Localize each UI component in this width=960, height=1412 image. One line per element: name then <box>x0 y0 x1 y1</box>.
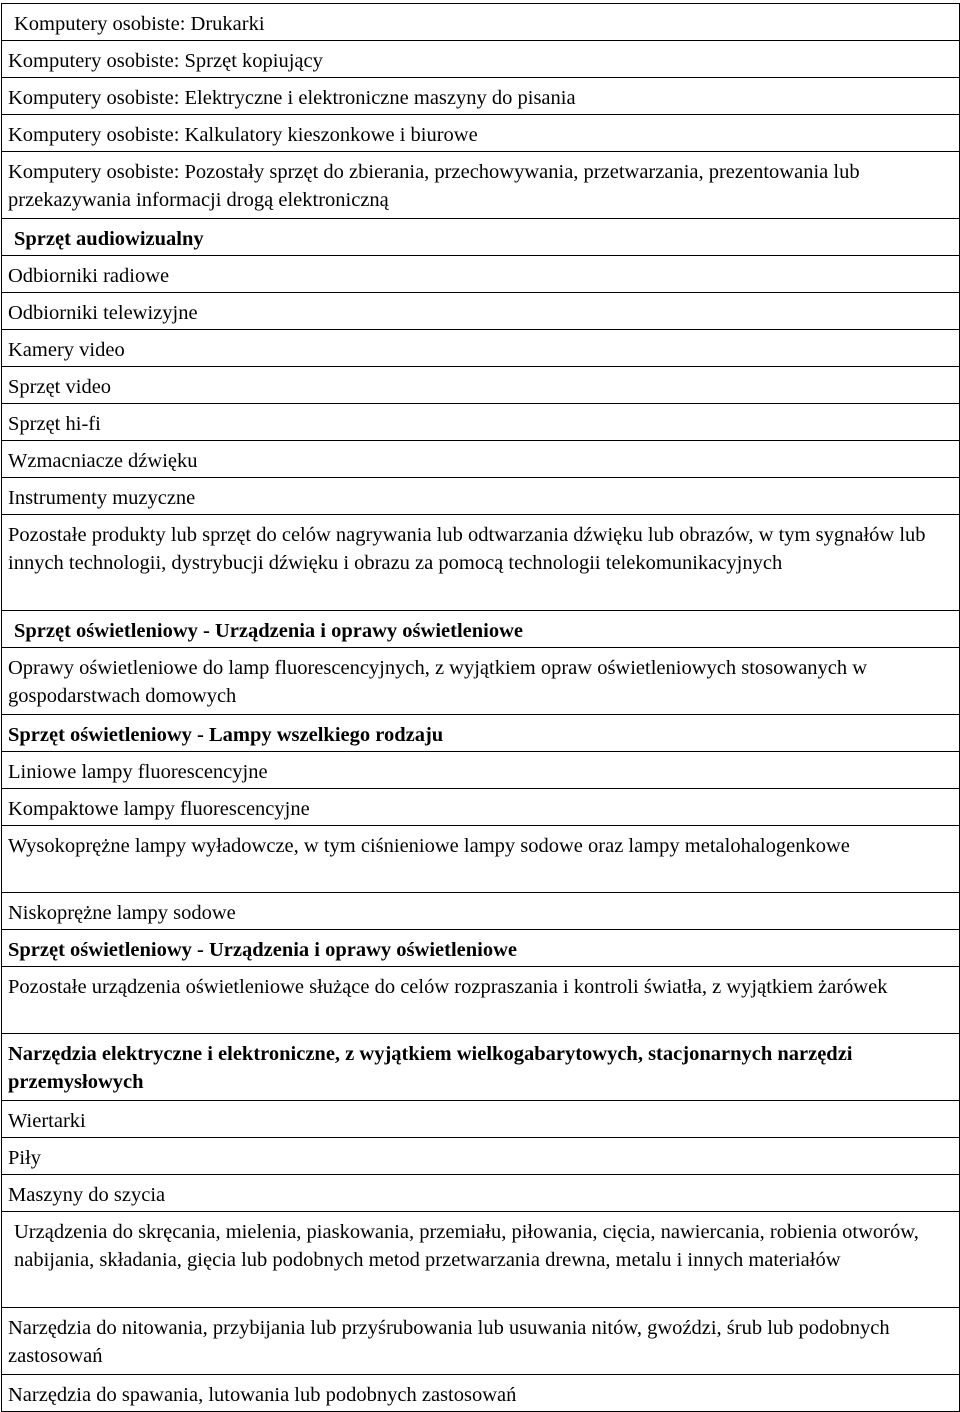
table-row <box>2 41 959 78</box>
row-text: Pozostałe urządzenia oświetleniowe służące do celów rozpraszania i kontroli światła, z wyjątkiem żarówek <box>8 976 888 998</box>
table-row <box>2 115 959 152</box>
row-text: Urządzenia do skręcania, mielenia, piaskowania, przemiału, piłowania, cięcia, nawiercania, robienia otworów, nabijania, składania, gięcia lub podobnych metod przetwarzania drewna, metalu i innych materiałów <box>14 1221 919 1271</box>
table-row <box>2 893 959 930</box>
row-text: Piły <box>8 1147 42 1169</box>
row-text: Kompaktowe lampy fluorescencyjne <box>8 798 310 820</box>
row-text: Narzędzia do nitowania, przybijania lub przyśrubowania lub usuwania nitów, gwoździ, śrub lub podobnych zastosowań <box>8 1317 890 1367</box>
table-row <box>2 478 959 515</box>
table-row <box>2 1375 959 1412</box>
row-text: Narzędzia do spawania, lutowania lub podobnych zastosowań <box>8 1384 517 1406</box>
category-header-row <box>2 219 959 256</box>
table-row <box>2 515 959 611</box>
category-header-row <box>2 611 959 648</box>
table-row <box>2 826 959 893</box>
row-text: Sprzęt video <box>8 376 112 398</box>
row-text: Oprawy oświetleniowe do lamp fluorescencyjnych, z wyjątkiem opraw oświetleniowych stosowanych w gospodarstwach domowych <box>8 657 868 707</box>
table-row <box>2 152 959 219</box>
category-header-row <box>2 1034 959 1101</box>
category-header-row <box>2 715 959 752</box>
table-row <box>2 1101 959 1138</box>
category-header-text: Sprzęt audiowizualny <box>14 228 204 250</box>
table-row <box>2 1138 959 1175</box>
table-row <box>2 1175 959 1212</box>
table-row <box>2 752 959 789</box>
table-row <box>2 404 959 441</box>
row-text: Instrumenty muzyczne <box>8 487 196 509</box>
row-text: Komputery osobiste: Elektryczne i elektroniczne maszyny do pisania <box>8 87 576 109</box>
table-row <box>2 293 959 330</box>
table-row <box>2 441 959 478</box>
row-text: Wzmacniacze dźwięku <box>8 450 198 472</box>
row-text: Komputery osobiste: Pozostały sprzęt do zbierania, przechowywania, przetwarzania, prezentowania lub przekazywania informacji drogą elektroniczną <box>8 161 860 211</box>
category-header-text: Sprzęt oświetleniowy - Urządzenia i oprawy oświetleniowe <box>8 939 517 961</box>
row-text: Komputery osobiste: Kalkulatory kieszonkowe i biurowe <box>8 124 478 146</box>
row-text: Pozostałe produkty lub sprzęt do celów nagrywania lub odtwarzania dźwięku lub obrazów, w tym sygnałów lub innych technologii, dystrybucji dźwięku i obrazu za pomocą technologii telekomunikacyjnych <box>8 524 926 574</box>
table-row <box>2 367 959 404</box>
category-header-text: Sprzęt oświetleniowy - Lampy wszelkiego rodzaju <box>8 724 444 746</box>
row-text: Odbiorniki telewizyjne <box>8 302 198 324</box>
row-text: Kamery video <box>8 339 125 361</box>
category-header-row <box>2 930 959 967</box>
row-text: Odbiorniki radiowe <box>8 265 170 287</box>
row-text: Wysokoprężne lampy wyładowcze, w tym ciśnieniowe lampy sodowe oraz lampy metalohalogenkowe <box>8 835 850 857</box>
category-header-text: Narzędzia elektryczne i elektroniczne, z wyjątkiem wielkogabarytowych, stacjonarnych narzędzi przemysłowych <box>8 1043 853 1093</box>
category-header-text: Sprzęt oświetleniowy - Urządzenia i oprawy oświetleniowe <box>14 620 523 642</box>
row-text: Wiertarki <box>8 1110 86 1132</box>
table-row <box>2 1212 959 1308</box>
row-text: Niskoprężne lampy sodowe <box>8 902 236 924</box>
table-row <box>2 967 959 1034</box>
category-table <box>1 3 960 1412</box>
row-text: Sprzęt hi-fi <box>8 413 101 435</box>
table-row <box>2 1308 959 1375</box>
row-text: Komputery osobiste: Drukarki <box>14 13 265 35</box>
table-row <box>2 789 959 826</box>
table-row <box>2 330 959 367</box>
table-row <box>2 256 959 293</box>
row-text: Maszyny do szycia <box>8 1184 166 1206</box>
row-text: Liniowe lampy fluorescencyjne <box>8 761 268 783</box>
table-row <box>2 4 959 41</box>
table-row <box>2 648 959 715</box>
table-row <box>2 78 959 115</box>
row-text: Komputery osobiste: Sprzęt kopiujący <box>8 50 323 72</box>
